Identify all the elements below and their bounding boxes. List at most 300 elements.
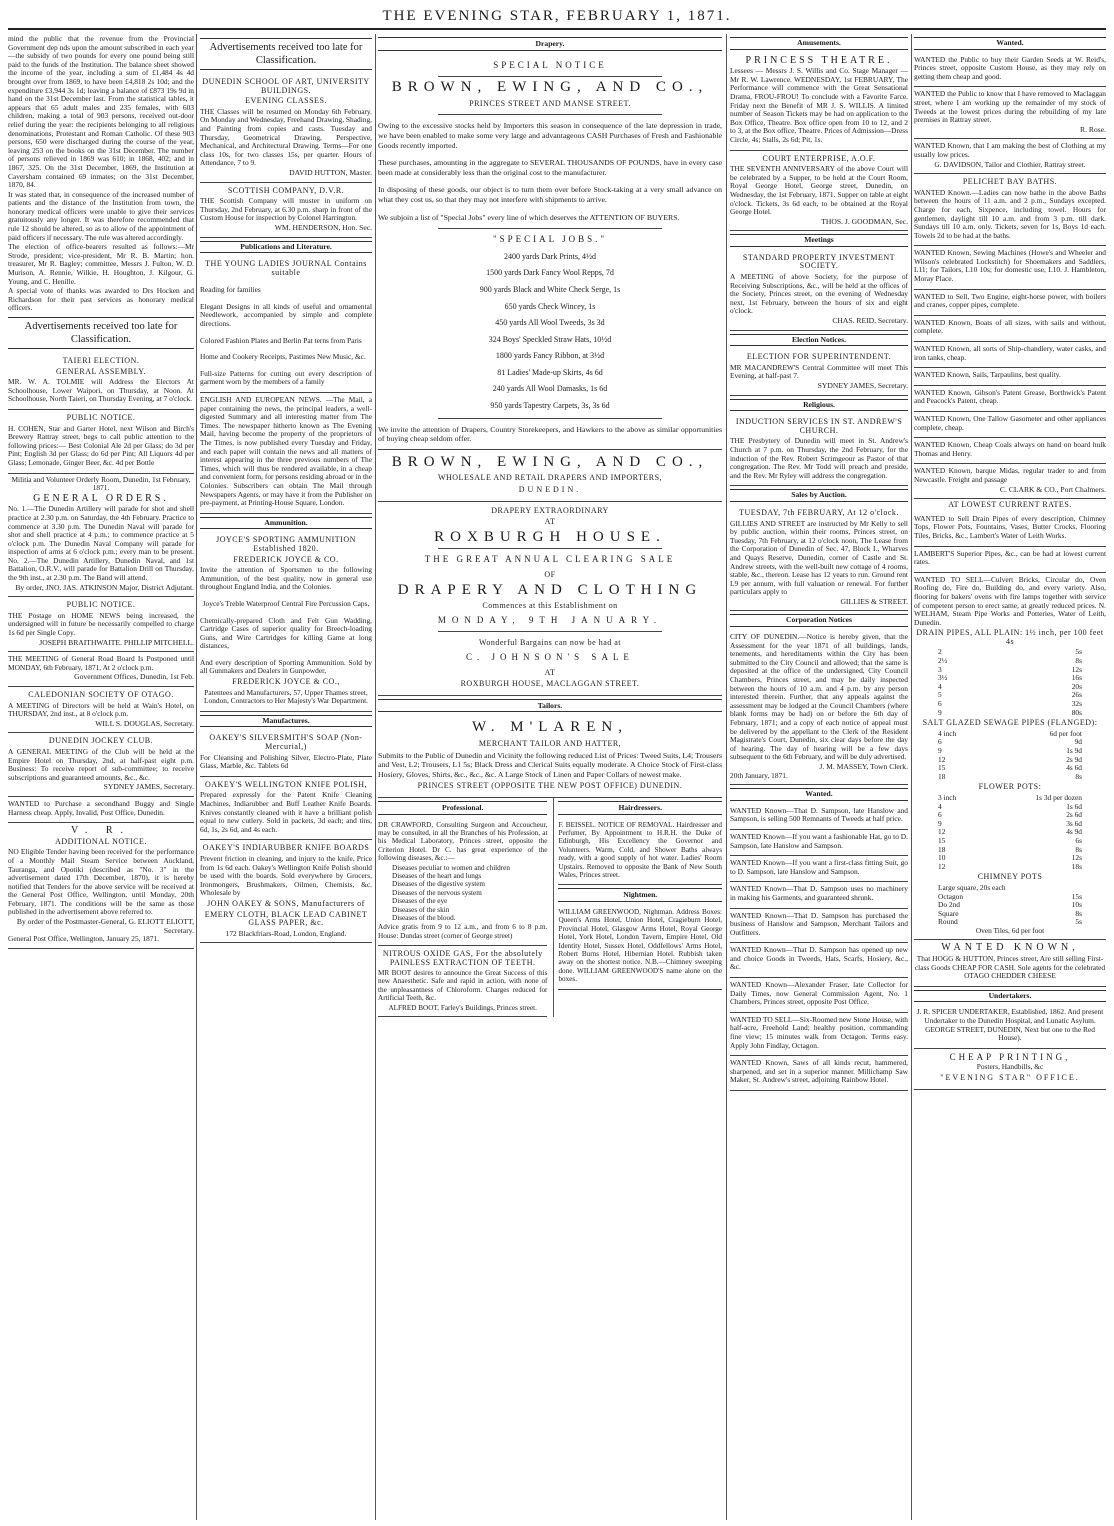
ad-signature: JOHN OAKEY & SONS, Manufacturers of	[207, 898, 365, 908]
article-text: The election of office-bearers resulted as follows:—Mr Strode, president; vice-president, Mr R. B. Martin; hon. treasurer, Mr R. Bagley; committee, Messrs J. Fulton, W. D. Murison, A. Rennie, Wilkie, H. Houghton, J. Kilgour, G. Young, and C. Henille.	[8, 242, 194, 286]
ad-signature: C. CLARK & CO., Port Chalmers.	[999, 484, 1106, 494]
price-value: 1s 3d per dozen	[1035, 792, 1082, 802]
ad-text: Commences at this Establishment on	[482, 601, 618, 611]
ad-subtitle: C. JOHNSON'S SALE	[466, 651, 634, 662]
ad-title: INDUCTION SERVICES IN ST. ANDREW'S CHURCH.	[735, 417, 903, 435]
ad-body: WANTED Known, Saws of all kinds recut, hammered, sharpened, and set in a superior manner. Millichamp Saw Maker, St. Andrew's street, adjoining Rainbow Hotel.	[730, 1058, 908, 1085]
ad-signature: WM. HENDERSON, Hon. Sec.	[274, 222, 372, 232]
price-list-title: DRAIN PIPES, ALL PLAIN: 1½ inch, per 100 feet 4s	[916, 628, 1104, 646]
price-size: 12	[938, 861, 946, 871]
ad-signature: SYDNEY JAMES, Secretary.	[817, 381, 908, 390]
ad-title: NITROUS OXIDE GAS, For the absolutely PAINLESS EXTRACTION OF TEETH.	[382, 949, 543, 967]
ad-body: We invite the attention of Drapers, Country Storekeepers, and Hawkers to the above as similar opportunities of buying cheap seldom offer.	[378, 424, 722, 444]
ad-item: Chemically-prepared Cloth and Felt Gun Wadding, Cartridge Cases of superior quality for Breech-loading Guns, and Wire Cartridges for killing Game at long distances,	[200, 615, 372, 651]
ad-signature: R. Rose.	[1080, 124, 1106, 134]
special-jobs-list	[378, 252, 722, 411]
ad-title: OAKEY'S WELLINGTON KNIFE POLISH,	[204, 779, 368, 789]
column-3	[378, 34, 722, 1520]
ad-subtitle: WHOLESALE AND RETAIL DRAPERS AND IMPORTERS,	[437, 473, 663, 483]
ad-title: OAKEY'S INDIARUBBER KNIFE BOARDS	[202, 843, 370, 853]
special-job-item: 240 yards All Wool Damasks, 1s 6d	[492, 384, 608, 394]
ad-wanted	[914, 438, 1106, 464]
ad-body: WILLIAM GREENWOOD, Nightman. Address Boxes: Queen's Arms Hotel, Union Hotel, Cragieburn Hotel, Provincial Hotel, Glasgow Arms Hotel, Royal George Hotel, York Hotel, London Tavern, Empire Hotel, Old Identity Hotel, Sussex Hotel, Oddfellows' Arms Hotel, Robert Burns Hotel, Hibernian Hotel. Rubbish taken away on the shortest notice. N.B.—Chimney sweeping done. WILLIAM GREENWOOD'S name alone on the boxes.	[558, 907, 722, 984]
ad-body: WANTED to Sell Drain Pipes of every description, Chimney Tops, Flower Pots, Fountains, Vases, Butter Crocks, Flooring Tiles, Bricks, &c., Lambert's Water of Leith Works.	[914, 513, 1106, 540]
sewage-price-list	[914, 730, 1106, 782]
ad-body: WANTED Known, Cheap Coals always on hand on board hulk Thomas and Henry.	[914, 440, 1106, 458]
ad-title: ROXBURGH HOUSE.	[434, 528, 666, 545]
ad-signature: ALFRED BOOT, Farley's Buildings, Princes street.	[388, 1003, 537, 1012]
section-heading: Religious.	[730, 399, 908, 412]
ad-title: PELICHET BAY BATHS.	[962, 177, 1058, 187]
ad-wanted	[730, 978, 908, 1013]
ad-body: A MEETING of Directors will be held at Wain's Hotel, on THURSDAY, 2nd inst., at 8 o'clock p.m.	[8, 700, 194, 719]
ad-body: WANTED Known, Sewing Machines (Howe's and Wheeler and Wilson's celebrated Lockstitch) for Shoemakers and Saddlers, L11; for Tailors, L10 10s; for domestic use, L10. J. Hambleton, Moray Place.	[914, 248, 1106, 284]
chimney-pot-price-list	[914, 884, 1106, 927]
ad-signature: WILL S. DOUGLAS, Secretary.	[95, 718, 194, 728]
ad-body: WANTED Known—That D. Sampson has purchased the business of Hanslow and Sampson, Merchant Tailors and Outfitters.	[730, 910, 908, 937]
price-size: 4	[938, 681, 942, 691]
price-value: 26s	[1071, 690, 1082, 700]
ad-body: Submits to the Public of Dunedin and Vicinity the following reduced List of Prices: Tweed Suits, L4; Trousers and Vest, L2; Trousers, L1 5s; Black Dress and Clerical Suits equally moderate. A Choice Stock of First-class Hosiery, Gloves, Shirts, &c., &c., &c. A Large Stock of Linen and Paper Collars of newest make.	[378, 750, 722, 779]
price-value: 1s 9d	[1066, 746, 1082, 755]
ad-address: PRINCES STREET (OPPOSITE THE NEW POST OFFICE) DUNEDIN.	[417, 781, 683, 791]
special-job-item: 1800 yards Fancy Ribbon, at 3½d	[495, 351, 605, 361]
special-job-item: 900 yards Black and White Check Serge, 1s	[479, 284, 621, 294]
ad-printing	[914, 1049, 1106, 1090]
ad-body: In disposing of these goods, our object is to turn them over before Stock-taking at a very small advance on what they cost us, so that they may not interfere with shipments to arrive.	[378, 185, 722, 204]
ad-address: DUNEDIN.	[518, 485, 582, 495]
ad-buggy	[8, 797, 194, 823]
ad-wanted	[730, 882, 908, 908]
ad-body: WANTED Known, Gibson's Patent Grease, Borthwick's Patent and Peacock's Patent, cheap.	[914, 387, 1106, 406]
ad-body: WANTED Known—That D. Sampson, late Hanslow and Sampson, is selling 500 Remnants of Tweeds at half price.	[730, 805, 908, 824]
ad-item: Colored Fashion Plates and Berlin Pat terns from Paris	[200, 335, 362, 345]
masthead-rule	[8, 28, 1106, 30]
ad-induction	[730, 414, 908, 486]
ad-body: ENGLISH AND EUROPEAN NEWS. —The Mail, a paper containing the news, the principal leaders, a well-digested Summary and all interesting matter from The Times. The newspaper hitherto known as The Evening Mail, having become the property of the proprietors of The Times, is now published every Tuesday and Friday, and each paper will contain the news and all matters of interest appearing in the three previous numbers of The Times, which will thus be rendered available, in a cheap and convenient form, for persons residing abroad or in the Colonies. Subscribers can obtain The Mail through Newspapers Agents, or may have it from the Publisher on pre-payment, at Printing-House Square, London.	[200, 395, 372, 508]
ad-item: Reading for families	[200, 285, 261, 295]
ad-beissel	[558, 818, 722, 886]
special-job-item: 450 yards All Wool Tweeds, 3s 3d	[495, 318, 605, 328]
ad-text: AT	[544, 667, 556, 677]
ad-oakey-boards	[200, 840, 372, 943]
ad-body: WANTED Known—Alexander Fraser, late Collector for Daily Times, now General Commission Agent, No. 1 Chambers, Princes street, opposite Post Office.	[730, 980, 908, 1007]
price-value: 5s	[1075, 917, 1082, 927]
ad-signature: G. DAVIDSON, Tailor and Clothier, Rattray street.	[934, 159, 1086, 169]
ad-body: Prevent friction in cleaning, and injury to the knife. Price from 1s 6d each. Oakey's Wellington Knife Polish should be used with the boards. Sold everywhere by Grocers, Ironmongers, Brushmakers, Oilmen, Chemists, &c. Wholesale by	[200, 853, 372, 898]
ad-court-enterprise	[730, 151, 908, 232]
ad-body: WANTED Known, that I am making the best of Clothing at my usually low prices.	[914, 141, 1106, 159]
ad-body: WANTED Known—That D. Sampson has opened up new and choice Goods in Tweeds, Hats, Scarfs, Hosiery, &c., &c.	[730, 945, 908, 972]
price-size: 6	[938, 810, 942, 820]
section-heading: Wanted.	[730, 788, 908, 801]
section-heading: Advertisements received too late for Classification.	[8, 317, 194, 349]
ad-body: A GENERAL MEETING of the Club will be held at the Empire Hotel on Thursday, 2nd, at half-past eight p.m. Business: To receive report of sub-committee; to receive subscriptions and guaranteed amounts, &c., &c.	[8, 746, 194, 782]
price-size: 4 inch	[938, 728, 957, 738]
price-value: 8s	[1075, 844, 1082, 854]
ad-wanted	[914, 139, 1106, 174]
section-heading: Corporation Notices	[730, 614, 908, 627]
price-value: 6d per foot	[1049, 728, 1082, 738]
price-size: 6	[938, 737, 942, 747]
special-job-item: 1500 yards Dark Fancy Wool Repps, 7d	[486, 268, 614, 278]
ad-body: Owing to the excessive stocks held by Importers this season in consequence of the late depression in trade, we have been enabled to make some very large and advantageous CASH Purchases of Fresh and Fashionable Goods recently imported.	[378, 121, 722, 150]
ad-princess-theatre	[730, 53, 908, 151]
ad-wanted	[914, 412, 1106, 438]
price-value: 15s	[1071, 891, 1082, 901]
ad-wanted	[914, 53, 1106, 88]
price-size: 2½	[938, 656, 948, 666]
ad-spicer	[914, 1005, 1106, 1048]
ad-item: Full-size Patterns for cutting out every description of garment worn by the members of a family	[200, 368, 372, 387]
ad-lambert	[914, 547, 1106, 573]
ad-text: Oven Tiles, 6d per foot	[975, 925, 1045, 935]
ad-body: No. 1.—The Dunedin Artillery will parade for shot and shell practice at 2.30 p.m. on Saturday, the 4th February. Practice to commence at 3.30 p.m. The Dunedin Naval will parade for shot and shell practice at 4 p.m.; to commence practice at 5 o'clock p.m. The Dunedin Naval Company will parade for inspection of arms at 6 o'clock p.m.; every man to be present. No. 2.—The Dunedin Artillery, Dunedin Naval, and 1st Battalion, O.R.V., will parade for Battalion Drill on Thursday, the 9th inst., at 2.30 p.m. The Band will attend.	[8, 504, 194, 583]
column-rule	[196, 34, 197, 1520]
ad-crawford	[378, 818, 547, 947]
ad-wanted	[730, 909, 908, 944]
ad-signature: JOSEPH BRAITHWAITE. PHILLIP MITCHELL.	[39, 637, 194, 647]
ad-subtitle: FREDERICK JOYCE & CO.,	[232, 677, 340, 687]
section-heading: Ammunition.	[200, 517, 372, 530]
ad-nitrous	[378, 946, 547, 1017]
ad-address: 172 Blackfriars-Road, London, England.	[225, 928, 347, 938]
ad-body: DR CRAWFORD, Consulting Surgeon and Accoucheur, may be consulted, in all the Branches of his Profession, at his Medical Laboratory, Princes street, opposite the Criterion Hotel. Dr C. has great experience of the following diseases, &c.:—	[378, 820, 548, 863]
ad-roxburgh-house	[378, 502, 722, 696]
disease-item: Diseases of the skin	[392, 905, 450, 914]
ad-wanted	[914, 246, 1106, 289]
ad-body: THE SEVENTH ANNIVERSARY of the above Court will be celebrated by a Supper, to be held at the Court Room, Royal George Hotel, George street, Dunedin, on Wednesday, the 1st February, 1871. Supper on table at eight o'clock. Tickets, 3s 6d each, to be obtained at the Royal George Hotel.	[730, 164, 908, 217]
ad-caledonian	[8, 687, 194, 733]
ad-title: ADDITIONAL NOTICE.	[55, 836, 147, 846]
price-size: 12	[938, 827, 946, 837]
price-value: 6s	[1075, 835, 1082, 845]
price-list-title: FLOWER POTS:	[978, 782, 1042, 792]
price-value: 18s	[1071, 861, 1082, 871]
lower-ads-left	[378, 798, 547, 1017]
disease-item: Diseases of the eye	[392, 897, 448, 906]
ad-signature: CHAS. REID, Secretary.	[832, 316, 908, 326]
price-size: 12	[938, 754, 946, 764]
ad-wanted	[730, 830, 908, 856]
price-size: 2	[938, 647, 942, 657]
price-size: 3 inch	[938, 792, 957, 802]
ad-body: WANTED Known, Boats of all sizes, with sails and without, complete.	[914, 317, 1106, 336]
ad-wanted	[914, 464, 1106, 499]
price-value: 2s 9d	[1066, 754, 1082, 764]
disease-item: Diseases of the digestive system	[392, 880, 486, 889]
disease-item: Diseases of the blood.	[392, 913, 456, 922]
ad-wanted	[914, 512, 1106, 547]
disease-item: Diseases of the nervous system	[392, 888, 482, 897]
ad-signature: THOS. J. GOODMAN, Sec.	[821, 216, 908, 226]
price-size: Large square, 20s each	[938, 882, 1006, 892]
ad-welham	[914, 573, 1106, 941]
price-value: 10s	[1071, 900, 1082, 910]
ad-body: MR MACANDREW'S Central Committee will meet This Evening, at half-past 7.	[730, 362, 908, 381]
price-size: 10	[938, 853, 946, 863]
ad-body: THE Scottish Company will muster in uniform on Thursday, 2nd February, at 6.30 p.m. sharp in front of the Custom House for inspection by Colonel Harrington.	[200, 196, 372, 223]
ad-wanted	[914, 316, 1106, 342]
ad-body: Advice gratis from 9 to 12 a.m., and from 6 to 8 p.m. House: Dundas street (corner of George street)	[378, 923, 548, 940]
ad-place: General Post Office, Wellington, January 25, 1871.	[8, 934, 160, 944]
ad-scottish-company	[200, 183, 372, 238]
ad-greenwood	[558, 905, 722, 990]
ad-date: MONDAY, 9TH JANUARY.	[437, 614, 663, 625]
price-value: 8s	[1075, 656, 1082, 666]
ad-additional-notice	[8, 823, 194, 949]
price-value: 16s	[1071, 673, 1082, 683]
ad-subtitle: GENERAL ASSEMBLY.	[56, 366, 146, 376]
special-job-item: 2400 yards Dark Prints, 4½d	[504, 251, 596, 261]
section-heading: Publications and Literature.	[200, 241, 372, 254]
price-value: 20s	[1071, 681, 1082, 691]
ad-wanted	[914, 87, 1106, 139]
ad-title: BROWN, EWING, AND CO.,	[391, 453, 709, 470]
ad-body: THE Classes will be resumed on Monday 6th February. On Monday and Wednesday, Freehand Drawing, Shading, and Painting from copies and casts. Tuesday and Thursday, Geometrical Drawing, Perspective, Mechanical, and Architectural Drawing. Terms—For one class 10s, for two classes 15s, per quarter. Hours of Attendance, 7 to 9.	[200, 106, 372, 168]
ad-body: WANTED TO SELL—Six-Roomed new Stone House, with half-acre, Freehold Land; healthy position, commanding fine view; 15 minutes walk from Octagon. Terms easy. Apply John Findlay, Octagon.	[730, 1014, 908, 1050]
price-size: 18	[938, 771, 946, 781]
ad-body: For Cleansing and Polishing Silver, Electro-Plate, Plate Glass, Marble, &c. Tablets 6d	[200, 752, 372, 771]
ad-body: WANTED Known.—Ladies can now bathe in the above Baths between the hours of 11 a.m. and 2 p.m., Sundays excepted. Charge for each, Sixpence, including towel. Hours for gentlemen, daylight till 10 a.m. and from 3 p.m. till dark. Sundays till 10 a.m. only. Tickets, seven for 1s, Boys 1d each. Towels 2d to be had at the baths.	[914, 187, 1106, 240]
price-size: 3½	[938, 673, 948, 683]
ad-date: TUESDAY, 7th FEBRUARY, At 12 o'clock.	[739, 507, 899, 517]
ad-public-notice	[8, 410, 194, 474]
special-job-item: 324 Boys' Speckled Straw Hats, 10½d	[488, 334, 612, 344]
ad-wanted	[730, 943, 908, 978]
price-size: Square	[938, 908, 959, 918]
ad-wanted	[914, 342, 1106, 368]
ad-address: PRINCES STREET AND MANSE STREET.	[469, 98, 631, 108]
ad-postage	[8, 597, 194, 652]
ad-subtitle: DRAPERY EXTRAORDINARY	[491, 505, 609, 515]
ad-taieri	[8, 353, 194, 410]
price-size: Octagon	[938, 891, 964, 901]
flower-pot-price-list	[914, 794, 1106, 871]
ad-road-board	[8, 652, 194, 687]
price-size: 6	[938, 699, 942, 709]
ad-wanted	[730, 1013, 908, 1056]
ad-signature: GILLIES & STREET.	[840, 596, 908, 606]
ad-subtitle: "SPECIAL JOBS."	[492, 234, 608, 245]
ad-wanted	[914, 290, 1106, 316]
section-heading: Manufactures.	[200, 715, 372, 728]
ad-oakey-soap	[200, 730, 372, 776]
article-text: mind the public that the revenue from the Provincial Government dep nds upon the amount subscribed in each year—the subsidy of two pounds for every one pound being still paid to the funds of the Institution. The balance sheet showed the income of the year, including a sum of £1,484 4s 4d brought over from 1869, to have been £4,818 2s 10d; and the expenditure £3,944 3s 1d; leaving a balance of £873 19s 9d in hand on the 31st December last. From the statistical tables, it appears that 65 adult males and 235 females, with 603 children, making a total of 903 persons, received out-door relief during the year: the recipients belonging to all religious denominations, Protestant and Roman Catholic. Of these 903 persons, 650 were discharged during the course of the year, leaving 253 on the books on the 31st December. The number of persons relieved in 1869 was 610; in 1868, 402; and in 1867, 325. On the 31st December, 1869, the Institution at Caversham contained 69 inmates; on the 31st December, 1870, 84.	[8, 34, 194, 190]
ad-wanted	[730, 856, 908, 882]
ad-subtitle: THE GREAT ANNUAL CLEARING SALE	[424, 554, 676, 565]
ad-body: These purchases, amounting in the aggregate to SEVERAL THOUSANDS OF POUNDS, have in every case been made at considerably less than the original cost to the manufacturer.	[378, 158, 722, 177]
price-list-title: CHIMNEY POTS	[977, 872, 1043, 882]
ad-address: ROXBURGH HOUSE, MACLAGGAN STREET.	[460, 679, 640, 689]
ad-wanted	[730, 1056, 908, 1091]
ad-title: THE YOUNG LADIES JOURNAL Contains suitable	[205, 259, 367, 277]
ad-body: WANTED Known, all sorts of Ship-chandlery, water casks, and iron tanks, cheap.	[914, 344, 1106, 362]
ad-signature: J. M. MASSEY, Town Clerk.	[819, 761, 908, 771]
ad-wanted	[730, 804, 908, 830]
ad-body: WANTED Known—If you want a fashionable Hat, go to D. Sampson, late Hanslow and Sampson.	[730, 831, 908, 850]
column-rule	[726, 34, 727, 1520]
price-value: 1s 6d	[1066, 801, 1082, 811]
ad-item: Joyce's Treble Waterproof Central Fire Percussion Caps,	[202, 598, 370, 608]
ad-body: Prepared expressly for the Patent Knife Cleaning Machines, Indiarubber and Buff Leather Knife Boards. Knives constantly cleaned with it have a brilliant polish equal to new cutlery. Sold in packets, 3d each; and tins, 6d, 1s, 2s 6d, and 4s each.	[200, 790, 372, 834]
ad-election	[730, 349, 908, 395]
article-text: A special vote of thanks was awarded to Drs Hocken and Richardson for their past services as honorary medical officers.	[8, 286, 194, 313]
ad-signature: By order, JNO. JAS. ATKINSON Major, District Adjutant.	[15, 582, 194, 592]
ad-subtitle: EMERY CLOTH, BLACK LEAD CABINET GLASS PAPER, &c.	[204, 909, 368, 928]
ad-title: DUNEDIN SCHOOL OF ART, UNIVERSITY BUILDINGS.	[202, 77, 370, 95]
ad-mlaren	[378, 715, 722, 798]
section-heading: Amusements.	[730, 37, 908, 50]
section-heading: Advertisements received too late for Classification.	[200, 38, 372, 70]
price-value: 4s 6d	[1066, 763, 1082, 773]
ad-body: That HOGG & HUTTON, Princes street, Are still selling First-class Goods CHEAP FOR CASH. Sole agents for the celebrated OTAGO CHEDDER CHEESE	[914, 954, 1106, 981]
price-row	[914, 709, 1106, 718]
ad-title: DUNEDIN JOCKEY CLUB.	[48, 736, 154, 746]
price-list-title: SALT GLAZED SEWAGE PIPES (FLANGED):	[922, 718, 1098, 728]
ad-signature: SYDNEY JAMES, Secretary.	[103, 782, 194, 792]
ad-title: BROWN, EWING, AND CO.,	[391, 79, 709, 96]
section-heading: Election Notices.	[730, 334, 908, 347]
ad-title: OAKEY'S SILVERSMITH'S SOAP (Non-Mercurial,)	[209, 733, 363, 752]
ad-title: WANTED KNOWN,	[941, 942, 1079, 954]
ad-text: AT	[544, 517, 556, 527]
ad-subtitle: MERCHANT TAILOR AND HATTER,	[478, 738, 622, 748]
ad-subtitle: EVENING CLASSES.	[245, 96, 327, 106]
price-value: 12s	[1071, 853, 1082, 863]
ad-body: WANTED Known, Sails, Tarpaulins, best quality.	[914, 370, 1061, 380]
price-value: 32s	[1071, 699, 1082, 709]
price-size: Round	[938, 917, 958, 927]
price-size: 9	[938, 746, 942, 755]
ad-item: Patentees and Manufacturers, 57, Upper Thames street, London, Contractors to Her Majesty's War Department.	[204, 687, 368, 706]
ad-young-ladies-journal	[200, 256, 372, 393]
ad-title: COURT ENTERPRISE, A.O.F.	[762, 153, 876, 163]
ad-hogg-hutton	[914, 940, 1106, 986]
section-heading: Sales by Auction.	[730, 489, 908, 502]
price-value: 80s	[1071, 707, 1082, 717]
ad-body: WANTED Known, barque Midas, regular trader to and from Newcastle. Freight and passage	[914, 466, 1106, 484]
ad-body: MR BOOT desires to announce the Great Success of this new Anaesthetic. Safe and rapid in action, with none of the unpleasantness of Chloroform. Charges reduced for Artificial Teeth, &c.	[378, 969, 548, 1003]
price-value: 4s 9d	[1066, 827, 1082, 837]
ad-title: SCOTTISH COMPANY, D.V.R.	[227, 185, 345, 195]
ad-text: OF	[544, 570, 556, 579]
ad-body: We subjoin a list of "Special Jobs" every line of which deserves the ATTENTION OF BUYERS.	[378, 212, 680, 222]
ad-title: STANDARD PROPERTY INVESTMENT SOCIETY.	[742, 252, 896, 271]
ad-body: H. COHEN, Star and Garter Hotel, next Wilson and Birch's Brewery Rattray street, begs to call public attention to the following prices:— Best Colonial Ale 2d per Glass; do 3d per Pint; English 3d per Glass; do 6d per Pint; All Liquors 4d per Glass; Lemonade, Ginger Beer, &c. 4d per Bottle	[8, 423, 194, 467]
ad-title: TAIERI ELECTION.	[62, 356, 140, 365]
lower-ads	[378, 798, 722, 1017]
ad-body: F. BEISSEL. NOTICE OF REMOVAL. Hairdresser and Perfumer, By Appointment to H.R.H. the Duke of Edinburgh, His Excellency the Governor and Volunteers. Warm, Cold, and Shower Baths always ready, with a good supply of hot water. Ladies' Room Upstairs. Removed to opposite the Bank of New South Wales, Princes street.	[558, 820, 722, 879]
ad-jockey-club	[8, 733, 194, 797]
price-value: 8s	[1075, 771, 1082, 781]
ad-text: Wonderful Bargains can now be had at	[478, 638, 622, 648]
price-size: 15	[938, 763, 946, 773]
section-heading: Undertakers.	[914, 990, 1106, 1003]
section-heading: Meetings	[730, 234, 908, 247]
ad-item: And every description of Sporting Ammunition. Sold by all Gunmakers and Dealers in Gunpowder,	[200, 657, 372, 676]
ad-title: AT LOWEST CURRENT RATES.	[948, 500, 1072, 510]
price-value: 8s	[1075, 908, 1082, 918]
disease-item: Diseases of the heart and lungs	[392, 871, 482, 880]
ad-body: WANTED the Public to know that I have removed to Maclaggan street, where I am working up the remainder of my stock of Tweeds at the lowest prices during the rebuilding of my late premises in Rattray street.	[914, 89, 1106, 125]
ad-body: J. R. SPICER UNDERTAKER, Established, 1862. And present Undertaker to the Dunedin Hospital, and Lunatic Asylum. GEORGE STREET, DUNEDIN, Next but one to the Red House).	[916, 1007, 1104, 1043]
ad-subtitle: FREDERICK JOYCE & CO.	[233, 554, 339, 564]
ad-subtitle: Militia and Volunteer Orderly Room, Dunedin, 1st February, 1871.	[11, 474, 191, 493]
price-size: 9	[938, 818, 942, 828]
ad-school-of-art	[200, 74, 372, 183]
ad-body: MR. W. A. TOLMIE will Address the Electors At Schoolhouse, Lower Waipori, on Thursday, at Noon. At Schoolhouse, North Taieri, on Thursday Evening, at 7 o'clock.	[8, 377, 194, 404]
price-size: 9	[938, 707, 942, 717]
ad-title: W. M'LAREN,	[471, 719, 629, 736]
ad-body: CITY OF DUNEDIN.—Notice is hereby given, that the Assessment for the year 1871 of all buildings, lands, tenements, and hereditaments within the City has been submitted to the City Council and allowed; that the same is deposited at the office of the undersigned, City Council Chambers, Princes street, and may be daily inspected between the hours of 10 a.m. and 4 p.m. by any person interested therein. Further, that any appeals against the assessment may be lodged at the Council Chambers (where blank forms may be had) on or before the 6th day of February, 1871; and a copy of each notice of appeal must be delivered by the appellant to the Clerk of the Resident Magistrate's Court, Dunedin, six clear days before the day of hearing. The day of hearing will be a few days subsequent to the 6th February, and will be duly advertised.	[730, 632, 908, 762]
ad-body: WANTED TO SELL—Culvert Bricks, Circular do, Oven Roofing do, Fire do, Building do, and every variety. Also, flooring for bakers' ovens with fire lamps together with service of competent person to erect same, at greatly reduced prices. N. WELHAM, Steam Pipe Works and Potteries, Water of Leith, Dunedin.	[914, 574, 1106, 627]
ad-subtitle: Posters, Handbills, &c	[976, 1062, 1044, 1072]
disease-item: Diseases peculiar to women and children	[392, 863, 510, 872]
ad-signature: By order of the Postmaster-General, G. ELIOTT ELIOTT, Secretary.	[16, 917, 194, 935]
price-size: 3	[938, 664, 942, 674]
price-row	[914, 773, 1106, 782]
ad-body: A MEETING of above Society, for the purpose of Receiving Subscriptions, &c., will be held at the offices of the Society, Princes street, on the evening of Wednesday next, 1st February, between the hours of six and eight o'clock.	[730, 272, 908, 316]
ad-body: WANTED to Purchase a secondhand Buggy and Single Harness cheap. Apply, Invalid, Post Office, Dunedin.	[8, 798, 194, 817]
special-job-item: 81 Ladies' Made-up Skirts, 4s 6d	[497, 367, 603, 377]
ad-title: PRINCESS THEATRE.	[745, 54, 893, 66]
ad-joyce-ammunition	[200, 532, 372, 712]
price-value: 3s 6d	[1066, 818, 1082, 828]
ad-oakey-polish	[200, 777, 372, 841]
ad-title: GENERAL ORDERS.	[33, 492, 169, 504]
ad-body: LAMBERT'S Superior Pipes, &c., can be had at lowest current rates.	[914, 548, 1106, 567]
ad-wanted	[914, 368, 1106, 386]
section-heading: Tailors.	[378, 699, 722, 713]
royal-cipher: V. R.	[70, 825, 132, 837]
special-job-item: 950 yards Tapestry Carpets, 3s, 3s 6d	[490, 401, 610, 411]
ad-auction	[730, 505, 908, 612]
ad-city-assessment	[730, 630, 908, 785]
ad-brown-ewing	[378, 54, 722, 450]
article-text: It was stated that, in consequence of the increased number of patients and the distance of the Institution from town, the honorary medical officers were unable to give their services gratuitously any longer. It was therefore recommended that rule 12 should be altered, so as to allow of the appointment of paid officers if necessary. The rule was altered accordingly.	[8, 189, 194, 242]
price-size: 18	[938, 844, 946, 854]
price-value: 12s	[1071, 664, 1082, 674]
price-size: 15	[938, 835, 946, 845]
ad-title: DRAPERY AND CLOTHING	[397, 581, 703, 598]
section-heading: Nightmen.	[558, 888, 722, 902]
ad-body: NO Eligible Tender having been received for the performance of a Monthly Mail Steam Service between Auckland, Tauranga, and Opotiki (described as "No. 3" in the advertisement dated 17th December, 1870), it is hereby notified that Tenders for the above service will be received at the General Post Office, Wellington, until Monday, 20th February, 1871. The conditions will be the same as those published in the advertisement above referred to.	[8, 847, 194, 917]
ad-title: PUBLIC NOTICE.	[66, 600, 136, 610]
drain-price-list	[914, 648, 1106, 717]
column-rule	[911, 34, 912, 1520]
ad-body: WANTED Known, One Tallow Gasometer and other appliances complete, cheap.	[914, 414, 1106, 432]
ad-title: ELECTION FOR SUPERINTENDENT.	[746, 352, 892, 362]
special-job-item: 650 yards Check Wincey, 1s	[504, 301, 596, 311]
ad-body: THE MEETING of General Road Board Is Postponed until MONDAY, 6th February, 1871, At 2 o'clock p.m.	[8, 654, 194, 672]
masthead: THE EVENING STAR, FEBRUARY 1, 1871.	[382, 8, 732, 24]
price-row	[914, 863, 1106, 872]
ad-item: Elegant Designs in all kinds of useful and ornamental Needlework, accompanied by simple and complete directions.	[200, 301, 372, 329]
ad-baths	[914, 174, 1106, 246]
ad-body: WANTED the Public to buy their Garden Seeds at W. Reid's, Princes street, opposite Custom House, as they may rely on getting them cheap and good.	[914, 54, 1106, 81]
price-size: 5	[938, 690, 942, 700]
ad-title: CHEAP PRINTING,	[949, 1051, 1071, 1062]
price-size: Do 2nd	[938, 900, 960, 910]
diseases-list	[378, 864, 547, 923]
ad-general-orders	[8, 474, 194, 598]
price-value: 5s	[1075, 647, 1082, 657]
column-4	[730, 34, 908, 1520]
ad-address: "EVENING STAR" OFFICE.	[940, 1073, 1080, 1082]
column-rule	[375, 34, 376, 1520]
ad-title: JOYCE'S SPORTING AMMUNITION Established 1820.	[216, 535, 356, 553]
